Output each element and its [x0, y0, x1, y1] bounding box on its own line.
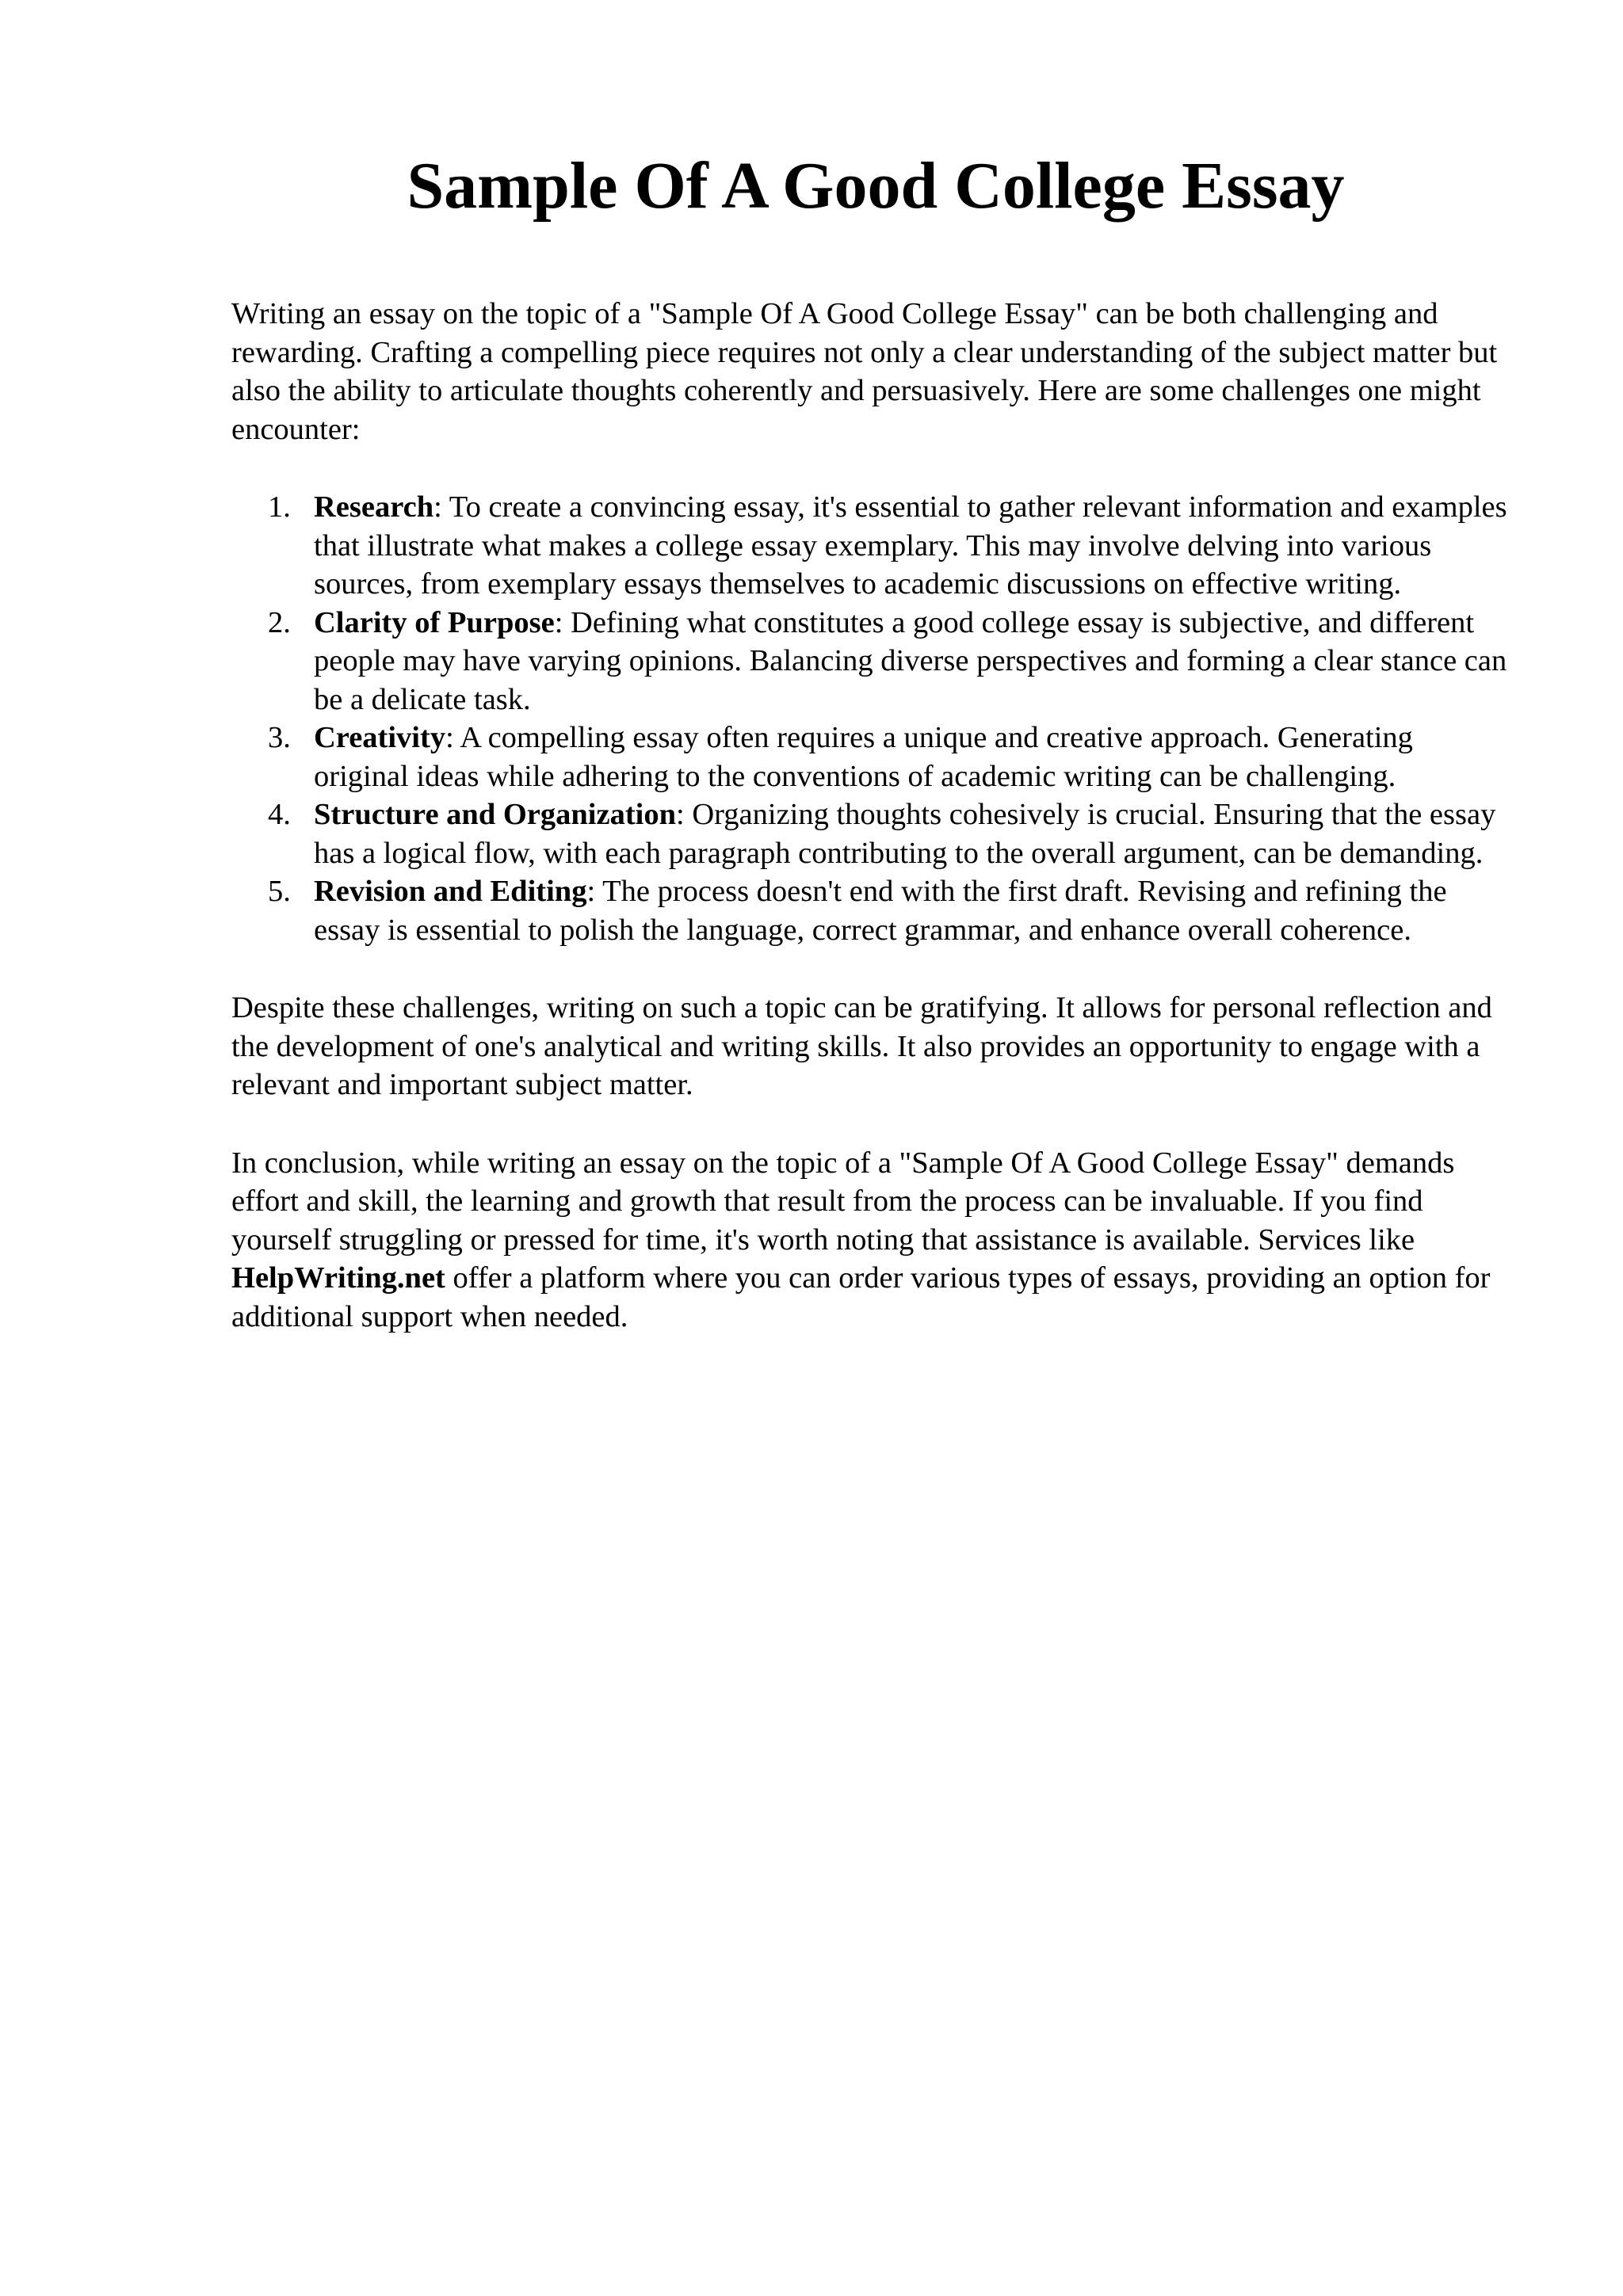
list-item: [231, 604, 1515, 719]
challenge-title: Creativity: [314, 721, 446, 754]
list-number: 3.: [268, 721, 291, 754]
despite-paragraph: Despite these challenges, writing on such a topic can be gratifying. It allows for personal reflection and the development of one's analytical and writing skills. It also provides an opportunity to engage with a relevant and important subject matter.: [231, 991, 1492, 1101]
conclusion-text: In conclusion, while writing an essay on the topic of a "Sample Of A Good College Essay" demands effort and skill, the learning and growth that result from the process can be invaluable. If you find yourself struggling or pressed for time, it's worth noting that assistance is available. Services like: [231, 1146, 1455, 1257]
list-number: 5.: [268, 875, 291, 908]
challenge-title: Research: [314, 490, 434, 524]
challenge-description: : Defining what constitutes a good college essay is subjective, and different people may have varying opinions. Balancing diverse perspectives and forming a clear stance can be a delicate task.: [314, 605, 1507, 716]
intro-paragraph: Writing an essay on the topic of a "Sample Of A Good College Essay" can be both challenging and rewarding. Crafting a compelling piece requires not only a clear understanding of the subject matter but also the ability to articulate thoughts coherently and persuasively. Here are some challenges one might encounter:: [231, 297, 1498, 446]
list-item: [231, 488, 1515, 604]
list-number: 4.: [268, 798, 291, 831]
challenge-description: : To create a convincing essay, it's essential to gather relevant information and examples that illustrate what makes a college essay exemplary. This may involve delving into various sources, from exemplary essays themselves to academic discussions on effective writing.: [314, 490, 1507, 601]
challenge-title: Revision and Editing: [314, 875, 587, 908]
conclusion-text-end: offer a platform where you can order various types of essays, providing an option for additional support when needed.: [231, 1261, 1491, 1333]
list-item: [231, 795, 1515, 872]
list-number: 2.: [268, 605, 291, 639]
list-item: [231, 872, 1515, 949]
challenge-description: : A compelling essay often requires a unique and creative approach. Generating original ideas while adhering to the conventions of academic writing can be challenging.: [314, 721, 1413, 793]
conclusion-paragraph: [231, 1144, 1515, 1337]
challenges-list: [231, 488, 1515, 949]
service-name: HelpWriting.net: [231, 1261, 445, 1295]
list-number: 1.: [268, 490, 291, 524]
challenge-description: : The process doesn't end with the first draft. Revising and refining the essay is essential to polish the language, correct grammar, and enhance overall coherence.: [314, 875, 1447, 947]
challenge-title: Clarity of Purpose: [314, 605, 555, 639]
challenge-title: Structure and Organization: [314, 798, 677, 831]
challenge-description: : Organizing thoughts cohesively is crucial. Ensuring that the essay has a logical flow, with each paragraph contributing to the overall argument, can be demanding.: [314, 798, 1496, 870]
document-title: Sample Of A Good College Essay: [407, 149, 1345, 223]
list-item: [231, 719, 1515, 795]
essay-body: [231, 295, 1515, 1336]
